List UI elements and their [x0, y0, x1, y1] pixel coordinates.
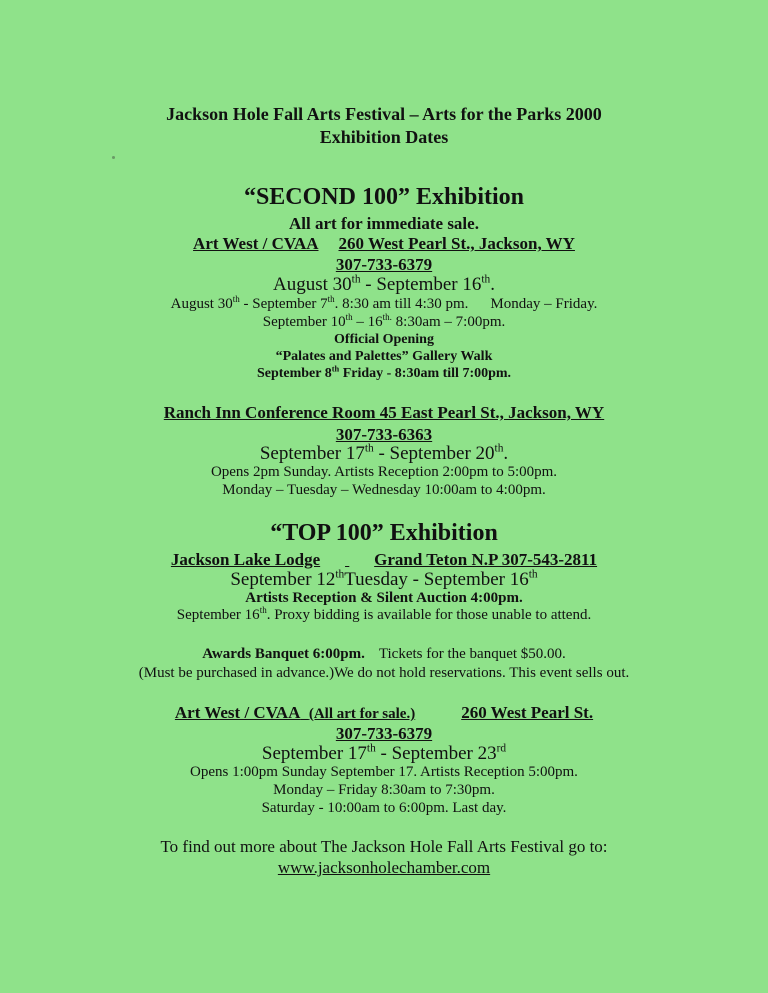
top100-proxy-note: September 16th. Proxy bidding is available for those unable to attend.	[176, 605, 592, 623]
top100-heading: “TOP 100” Exhibition	[270, 520, 498, 546]
second100-venue	[0, 234, 768, 254]
second100-venue-name: Art West / CVAA	[193, 234, 319, 253]
artwest2-saturday-hours: Saturday - 10:00am to 6:00pm. Last day.	[261, 800, 507, 816]
artwest2-phone: 307-733-6379	[335, 724, 433, 743]
top100-date-range: September 12thTuesday - September 16th	[230, 568, 538, 590]
top100-banquet-note: (Must be purchased in advance.)We do not hold reservations. This event sells out.	[138, 665, 630, 681]
ranch-phone: 307-733-6363	[335, 425, 433, 444]
top100-venue-park: Grand Teton N.P 307-543-2811	[374, 550, 598, 569]
second100-phone: 307-733-6379	[335, 255, 433, 274]
artwest2-date-range: September 17th - September 23rd	[261, 742, 507, 764]
top100-venue	[0, 550, 768, 570]
ranch-date-range: September 17th - September 20th.	[259, 442, 509, 464]
second100-week1-hours: August 30th - September 7th. 8:30 am till 4:30 pm. Monday – Friday.	[170, 294, 598, 312]
artwest2-venue: Art West / CVAA (All art for sale.) 260 West Pearl St.	[174, 703, 594, 722]
artwest2-weekday-hours: Monday – Friday 8:30am to 7:30pm.	[273, 782, 495, 798]
ranch-reception: Opens 2pm Sunday. Artists Reception 2:00pm to 5:00pm.	[210, 464, 558, 480]
second100-subheading: All art for immediate sale.	[289, 214, 479, 233]
flyer-title: Jackson Hole Fall Arts Festival – Arts for the Parks 2000	[166, 104, 602, 124]
ranch-venue: Ranch Inn Conference Room 45 East Pearl St., Jackson, WY	[163, 403, 605, 422]
second100-heading: “SECOND 100” Exhibition	[243, 184, 525, 210]
second100-walk-date: September 8th Friday - 8:30am till 7:00pm.	[256, 364, 512, 381]
top100-banquet: Awards Banquet 6:00pm. Tickets for the banquet $50.00.	[202, 646, 566, 662]
second100-date-range: August 30th - September 16th.	[273, 273, 495, 295]
top100-reception: Artists Reception & Silent Auction 4:00pm.	[245, 590, 523, 606]
paper-speck	[112, 156, 115, 159]
second100-opening-label: Official Opening	[334, 332, 434, 347]
artwest2-opening: Opens 1:00pm Sunday September 17. Artists Reception 5:00pm.	[190, 764, 578, 780]
flyer-subtitle: Exhibition Dates	[319, 127, 449, 147]
top100-venue-name: Jackson Lake Lodge	[170, 550, 321, 569]
second100-gallery-walk: “Palates and Palettes” Gallery Walk	[275, 349, 493, 364]
second100-week2-hours: September $10th - 16^{th.}$ 8:30am – 7:00pm.	[262, 312, 506, 330]
ranch-hours: Monday – Tuesday – Wednesday 10:00am to 4:00pm.	[222, 482, 546, 498]
footer-info: To find out more about The Jackson Hole Fall Arts Festival go to:	[160, 837, 608, 856]
footer-url-link[interactable]: www.jacksonholechamber.com	[277, 858, 491, 877]
second100-venue-address: 260 West Pearl St., Jackson, WY	[338, 234, 575, 253]
